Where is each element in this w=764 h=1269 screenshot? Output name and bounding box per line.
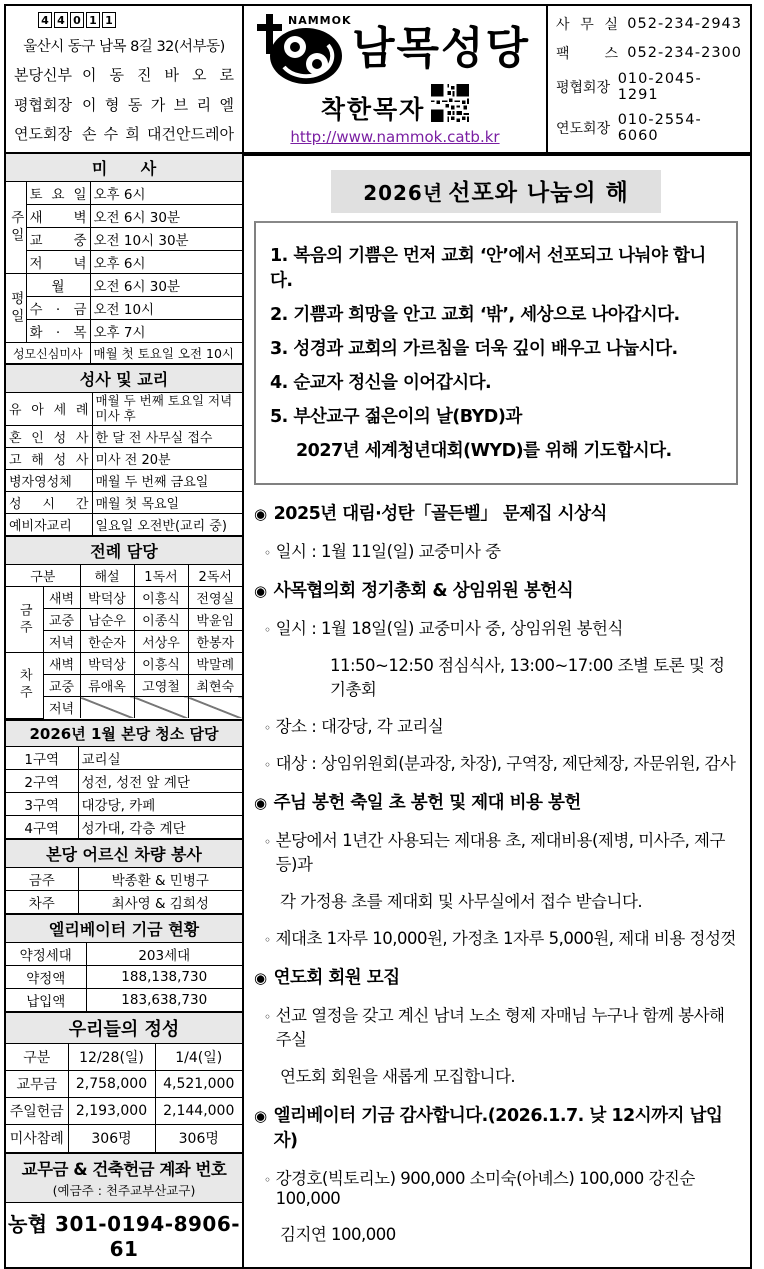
year-theme-title: [331, 170, 661, 213]
elevator-fund-section-title: 엘리베이터 기금 현황: [6, 913, 242, 943]
liturgy-slot: 교중: [43, 609, 80, 631]
table-row: [6, 425, 242, 447]
sidebar: [4, 154, 244, 1269]
contact-row: [556, 14, 742, 34]
cleaning-table: [6, 747, 242, 838]
announcement-line: [330, 652, 738, 700]
table-row: [6, 182, 242, 205]
shuttle-names: 최사영 & 김희성: [78, 890, 242, 913]
contact-row: [556, 71, 742, 103]
postal-digit: 1: [86, 12, 100, 28]
liturgy-name: 이흥식: [134, 653, 188, 675]
liturgy-name: 한봉자: [188, 631, 242, 653]
offerings-label: 미사참례: [6, 1125, 68, 1152]
liturgy-name: 박덕상: [80, 587, 134, 609]
role-row: [14, 123, 234, 144]
church-website-link[interactable]: http://www.nammok.catb.kr: [290, 128, 500, 146]
church-address: 울산시 동구 남목 8길 32(서부동): [23, 38, 225, 55]
sacrament-value: 매월 두 번째 토요일 저녁 미사 후: [92, 393, 242, 425]
mass-time: 오후 7시: [90, 320, 242, 343]
announcement-line: [264, 750, 738, 774]
announcement-text: 제대초 1자루 10,000원, 가정초 1자루 5,000원, 제대 비용 정성껏: [275, 929, 736, 948]
church-logo-icon: [254, 12, 350, 86]
table-row: [6, 587, 242, 609]
header-contacts-block: [546, 4, 752, 154]
liturgy-name: 박윤임: [188, 609, 242, 631]
header-logo-block: [244, 4, 546, 154]
liturgy-header: 1독서: [134, 565, 188, 587]
contact-value: 052-234-2300: [627, 44, 742, 61]
postal-digit: 0: [70, 12, 84, 28]
bulletin-page: [4, 4, 760, 1269]
fund-value: 188,138,730: [86, 965, 242, 988]
announcement: [254, 1102, 738, 1245]
announcement-text: 김지연 100,000: [280, 1225, 396, 1244]
role-name: 이 형 동 가 브 리 엘: [81, 95, 234, 114]
role-name: 이 동 진 바 오 로: [81, 66, 234, 84]
announcement-title-text: 엘리베이터 기금 감사합니다.(2026.1.7. 낮 12시까지 납입자): [273, 1106, 723, 1151]
sacrament-value: 한 달 전 사무실 접수: [92, 425, 242, 447]
role-row: [14, 64, 234, 85]
mass-name: 성모신심미사: [6, 343, 90, 364]
fisheye-bullet-icon: ◉: [254, 969, 267, 987]
liturgy-header: 구분: [6, 565, 80, 587]
cleaning-area: 대강당, 카페: [78, 792, 242, 815]
table-row: [6, 320, 242, 343]
liturgy-section-title: 전례 담당: [6, 535, 242, 565]
sacraments-table: [6, 393, 242, 535]
elevator-fund-table: [6, 943, 242, 1011]
mass-group-sunday: 주일: [6, 182, 26, 274]
sacrament-value: 매월 두 번째 금요일: [92, 469, 242, 491]
liturgy-name: 박덕상: [80, 653, 134, 675]
announcement-text: 각 가정용 초를 제대회 및 사무실에서 접수 받습니다.: [280, 892, 643, 911]
logo-en-text: NAMMOK: [288, 14, 352, 27]
role-name: 손 수 희 대건안드레아: [81, 125, 234, 143]
year-theme-box: [254, 221, 738, 485]
liturgy-header: 2독서: [188, 565, 242, 587]
mass-name: 저 녁: [26, 251, 90, 274]
liturgy-group-nextweek: 차주: [6, 653, 43, 719]
table-row: [6, 565, 242, 587]
table-row: [6, 491, 242, 513]
announcement-title-text: 사목협의회 정기총회 & 상임위원 봉헌식: [273, 581, 574, 601]
mass-name: 새 벽: [26, 205, 90, 228]
table-row: [6, 447, 242, 469]
liturgy-name: 한순자: [80, 631, 134, 653]
theme-item: 1. 복음의 기쁨은 먼저 교회 ‘안’에서 선포되고 나눠야 합니다.: [270, 246, 706, 291]
table-row: [6, 228, 242, 251]
sacrament-value: 미사 전 20분: [92, 447, 242, 469]
theme-item: 4. 순교자 정신을 이어갑시다.: [270, 373, 492, 393]
fisheye-bullet-icon: ◉: [254, 1107, 267, 1125]
shuttle-week: 차주: [6, 890, 78, 913]
postal-digit: 1: [102, 12, 116, 28]
table-row: [6, 769, 242, 792]
table-row: [6, 943, 242, 966]
main-content: [244, 154, 752, 1269]
liturgy-name: 박말례: [188, 653, 242, 675]
liturgy-slot: 새벽: [43, 653, 80, 675]
liturgy-name: 서상우: [134, 631, 188, 653]
announcement-title-text: 연도회 회원 모집: [273, 968, 400, 988]
contact-value: 052-234-2943: [627, 16, 742, 32]
table-row: [6, 251, 242, 274]
shuttle-week: 금주: [6, 868, 78, 891]
table-row: [6, 513, 242, 535]
announcement-text: 일시 : 1월 18일(일) 교중미사 중, 상임위원 봉헌식: [275, 619, 623, 638]
mass-time: 오후 6시: [90, 251, 242, 274]
announcement-title: [254, 577, 738, 602]
fund-label: 약정액: [6, 965, 86, 988]
announcement-title: [254, 964, 738, 989]
announcement-title: [254, 789, 738, 814]
account-holder: (예금주 : 천주교부산교구): [52, 1182, 196, 1198]
table-row: [6, 988, 242, 1011]
liturgy-slot: 저녁: [43, 697, 80, 719]
cleaning-zone: 1구역: [6, 747, 78, 770]
cleaning-zone: 3구역: [6, 792, 78, 815]
announcement-text: 대상 : 상임위원회(분과장, 차장), 구역장, 제단체장, 자문위원, 감사: [275, 754, 736, 773]
church-name: 남목성당: [352, 23, 531, 74]
contact-label: 연도회장: [556, 120, 611, 137]
cleaning-area: 성가대, 각층 계단: [78, 815, 242, 838]
offerings-value: 306명: [68, 1125, 155, 1152]
announcement-title: [254, 1102, 738, 1152]
theme-item: 2. 기쁨과 희망을 안고 교회 ‘밖’, 세상으로 나아갑시다.: [270, 305, 680, 325]
announcement-line: [264, 827, 738, 875]
liturgy-table: [6, 565, 242, 719]
liturgy-slot: 새벽: [43, 587, 80, 609]
offerings-label: 교무금: [6, 1071, 68, 1098]
contact-label: 평협회장: [556, 80, 611, 97]
role-row: [14, 94, 234, 115]
contact-value: 010-2554-6060: [617, 111, 702, 144]
announcement-text: 장소 : 대강당, 각 교리실: [275, 717, 444, 736]
role-label: 본당신부: [14, 66, 72, 84]
announcement-line: [264, 1165, 738, 1208]
mass-section-title: 미 사: [6, 154, 242, 182]
fund-label: 납입액: [6, 988, 86, 1011]
table-row: [6, 274, 242, 297]
contact-label: 팩 스: [556, 45, 618, 62]
contact-value: 010-2045-1291: [617, 71, 702, 104]
empty-cell: [188, 697, 242, 719]
announcement-text: 선교 열정을 갖고 계신 남녀 노소 형제 자매님 누구나 함께 봉사해 주실: [275, 1006, 725, 1049]
table-row: [6, 1125, 242, 1152]
sacrament-label: 혼 인 성 사: [6, 425, 92, 447]
liturgy-name: 이흥식: [134, 587, 188, 609]
circle-bullet-icon: ◦: [264, 933, 271, 947]
offerings-header: 1/4(일): [155, 1044, 242, 1071]
announcement-line: [280, 1063, 738, 1087]
offerings-value: 4,521,000: [155, 1071, 242, 1098]
liturgy-name: 고영철: [134, 675, 188, 697]
liturgy-header: 해설: [80, 565, 134, 587]
table-row: [6, 1044, 242, 1071]
announcement-line: [264, 713, 738, 737]
contact-row: [556, 43, 742, 63]
announcement-text: 강경호(빅토리노) 900,000 소미숙(아녜스) 100,000 강진순 100,000: [275, 1169, 695, 1208]
cleaning-zone: 4구역: [6, 815, 78, 838]
cleaning-area: 성전, 성전 앞 계단: [78, 769, 242, 792]
table-row: [6, 1098, 242, 1125]
announcement-line: [264, 615, 738, 639]
theme-item: 5. 부산교구 젊은이의 날(BYD)과: [270, 407, 522, 427]
circle-bullet-icon: ◦: [264, 1173, 271, 1187]
table-row: [6, 1071, 242, 1098]
table-row: [6, 393, 242, 425]
liturgy-slot: 저녁: [43, 631, 80, 653]
postal-digit: 4: [38, 12, 52, 28]
mass-name: 토 요 일: [26, 182, 90, 205]
offerings-label: 주일헌금: [6, 1098, 68, 1125]
mass-name: 교 중: [26, 228, 90, 251]
circle-bullet-icon: ◦: [264, 623, 271, 637]
cleaning-zone: 2구역: [6, 769, 78, 792]
circle-bullet-icon: ◦: [264, 721, 271, 735]
mass-time: 오전 10시 30분: [90, 228, 242, 251]
empty-cell: [134, 697, 188, 719]
table-row: [6, 297, 242, 320]
shuttle-table: [6, 868, 242, 913]
announcement-line: [264, 925, 738, 949]
theme-item: 3. 성경과 교회의 가르침을 더욱 깊이 배우고 나눕시다.: [270, 339, 678, 359]
table-row: [6, 890, 242, 913]
liturgy-name: 류애옥: [80, 675, 134, 697]
offerings-table: [6, 1044, 242, 1152]
announcement-line: [264, 1002, 738, 1050]
header-address-block: [4, 4, 244, 154]
sacraments-section-title: 성사 및 교리: [6, 363, 242, 393]
liturgy-slot: 교중: [43, 675, 80, 697]
announcement-title-text: 주님 봉헌 축일 초 봉헌 및 제대 비용 봉헌: [273, 793, 581, 813]
sacrament-label: 유 아 세 례: [6, 393, 92, 425]
sacrament-label: 성 시 간: [6, 491, 92, 513]
circle-bullet-icon: ◦: [264, 758, 271, 772]
liturgy-group-thisweek: 금주: [6, 587, 43, 653]
mass-time: 오전 10시: [90, 297, 242, 320]
postal-code: [38, 12, 234, 28]
fisheye-bullet-icon: ◉: [254, 505, 267, 523]
sacrament-label: 병자영성체: [6, 469, 92, 491]
announcement-line: [264, 538, 738, 562]
table-row: [6, 747, 242, 770]
announcement: [254, 789, 738, 949]
contact-label: 사 무 실: [556, 17, 618, 33]
postal-digit: 4: [54, 12, 68, 28]
contact-row: [556, 112, 742, 144]
circle-bullet-icon: ◦: [264, 1010, 271, 1024]
table-row: [6, 868, 242, 891]
liturgy-name: 이종식: [134, 609, 188, 631]
table-row: [6, 815, 242, 838]
mass-time: 오전 6시 30분: [90, 274, 242, 297]
table-row: [6, 469, 242, 491]
role-label: 연도회장: [14, 125, 72, 143]
header: [4, 4, 752, 154]
offerings-header: 구분: [6, 1044, 68, 1071]
theme-year: 2026년: [363, 181, 444, 205]
table-row: [6, 792, 242, 815]
announcement: [254, 964, 738, 1087]
mass-name: 화 · 목: [26, 320, 90, 343]
account-section-header: [6, 1152, 242, 1203]
account-title: 교무금 & 건축헌금 계좌 번호: [21, 1159, 227, 1179]
empty-cell: [80, 697, 134, 719]
circle-bullet-icon: ◦: [264, 546, 271, 560]
mass-table: [6, 182, 242, 363]
liturgy-name: 최현숙: [188, 675, 242, 697]
sacrament-label: 예비자교리: [6, 513, 92, 535]
fisheye-bullet-icon: ◉: [254, 794, 267, 812]
qr-code-icon: [431, 84, 469, 126]
announcement: [254, 500, 738, 562]
liturgy-name: 전영실: [188, 587, 242, 609]
offerings-section-title: 우리들의 정성: [6, 1011, 242, 1044]
offerings-value: 306명: [155, 1125, 242, 1152]
liturgy-name: 남순우: [80, 609, 134, 631]
mass-time: 오후 6시: [90, 182, 242, 205]
announcement-text: 연도회 회원을 새롭게 모집합니다.: [280, 1067, 516, 1086]
account-number: 농협 301-0194-8906-61: [7, 1211, 241, 1261]
fund-value: 203세대: [86, 943, 242, 966]
offerings-value: 2,758,000: [68, 1071, 155, 1098]
mass-group-weekday: 평일: [6, 274, 26, 343]
mass-name: 수 · 금: [26, 297, 90, 320]
announcement-text: 일시 : 1월 11일(일) 교중미사 중: [275, 542, 501, 561]
announcement-line: [280, 1221, 738, 1245]
offerings-value: 2,193,000: [68, 1098, 155, 1125]
announcement-text: 본당에서 1년간 사용되는 제대용 초, 제대비용(제병, 미사주, 제구 등)과: [275, 831, 725, 874]
fisheye-bullet-icon: ◉: [254, 582, 267, 600]
announcement: [254, 577, 738, 774]
table-row: [6, 653, 242, 675]
offerings-header: 12/28(일): [68, 1044, 155, 1071]
shuttle-names: 박종환 & 민병구: [78, 868, 242, 891]
announcement-text: 11:50~12:50 점심식사, 13:00~17:00 조별 토론 및 정기총회: [330, 656, 725, 699]
fund-value: 183,638,730: [86, 988, 242, 1011]
fund-label: 약정세대: [6, 943, 86, 966]
cleaning-area: 교리실: [78, 747, 242, 770]
theme-rest: 선포와 나눔의 해: [448, 180, 629, 206]
mass-time: 매월 첫 토요일 오전 10시: [90, 343, 242, 364]
shuttle-section-title: 본당 어르신 차량 봉사: [6, 838, 242, 868]
theme-item: 2027년 세계청년대회(WYD)를 위해 기도합시다.: [296, 441, 672, 461]
mass-name: 월: [26, 274, 90, 297]
announcement-title-text: 2025년 대림·성탄「골든벨」 문제집 시상식: [273, 504, 607, 524]
sacrament-value: 일요일 오전반(교리 중): [92, 513, 242, 535]
church-motto: 착한목자: [320, 95, 426, 124]
offerings-value: 2,144,000: [155, 1098, 242, 1125]
mass-time: 오전 6시 30분: [90, 205, 242, 228]
circle-bullet-icon: ◦: [264, 835, 271, 849]
announcement-title: [254, 500, 738, 525]
table-row: [6, 343, 242, 364]
sacrament-label: 고 해 성 사: [6, 447, 92, 469]
announcement-line: [280, 888, 738, 912]
role-label: 평협회장: [14, 95, 72, 114]
sacrament-value: 매월 첫 목요일: [92, 491, 242, 513]
cleaning-section-title: 2026년 1월 본당 청소 담당: [6, 719, 242, 747]
table-row: [6, 965, 242, 988]
table-row: [6, 205, 242, 228]
